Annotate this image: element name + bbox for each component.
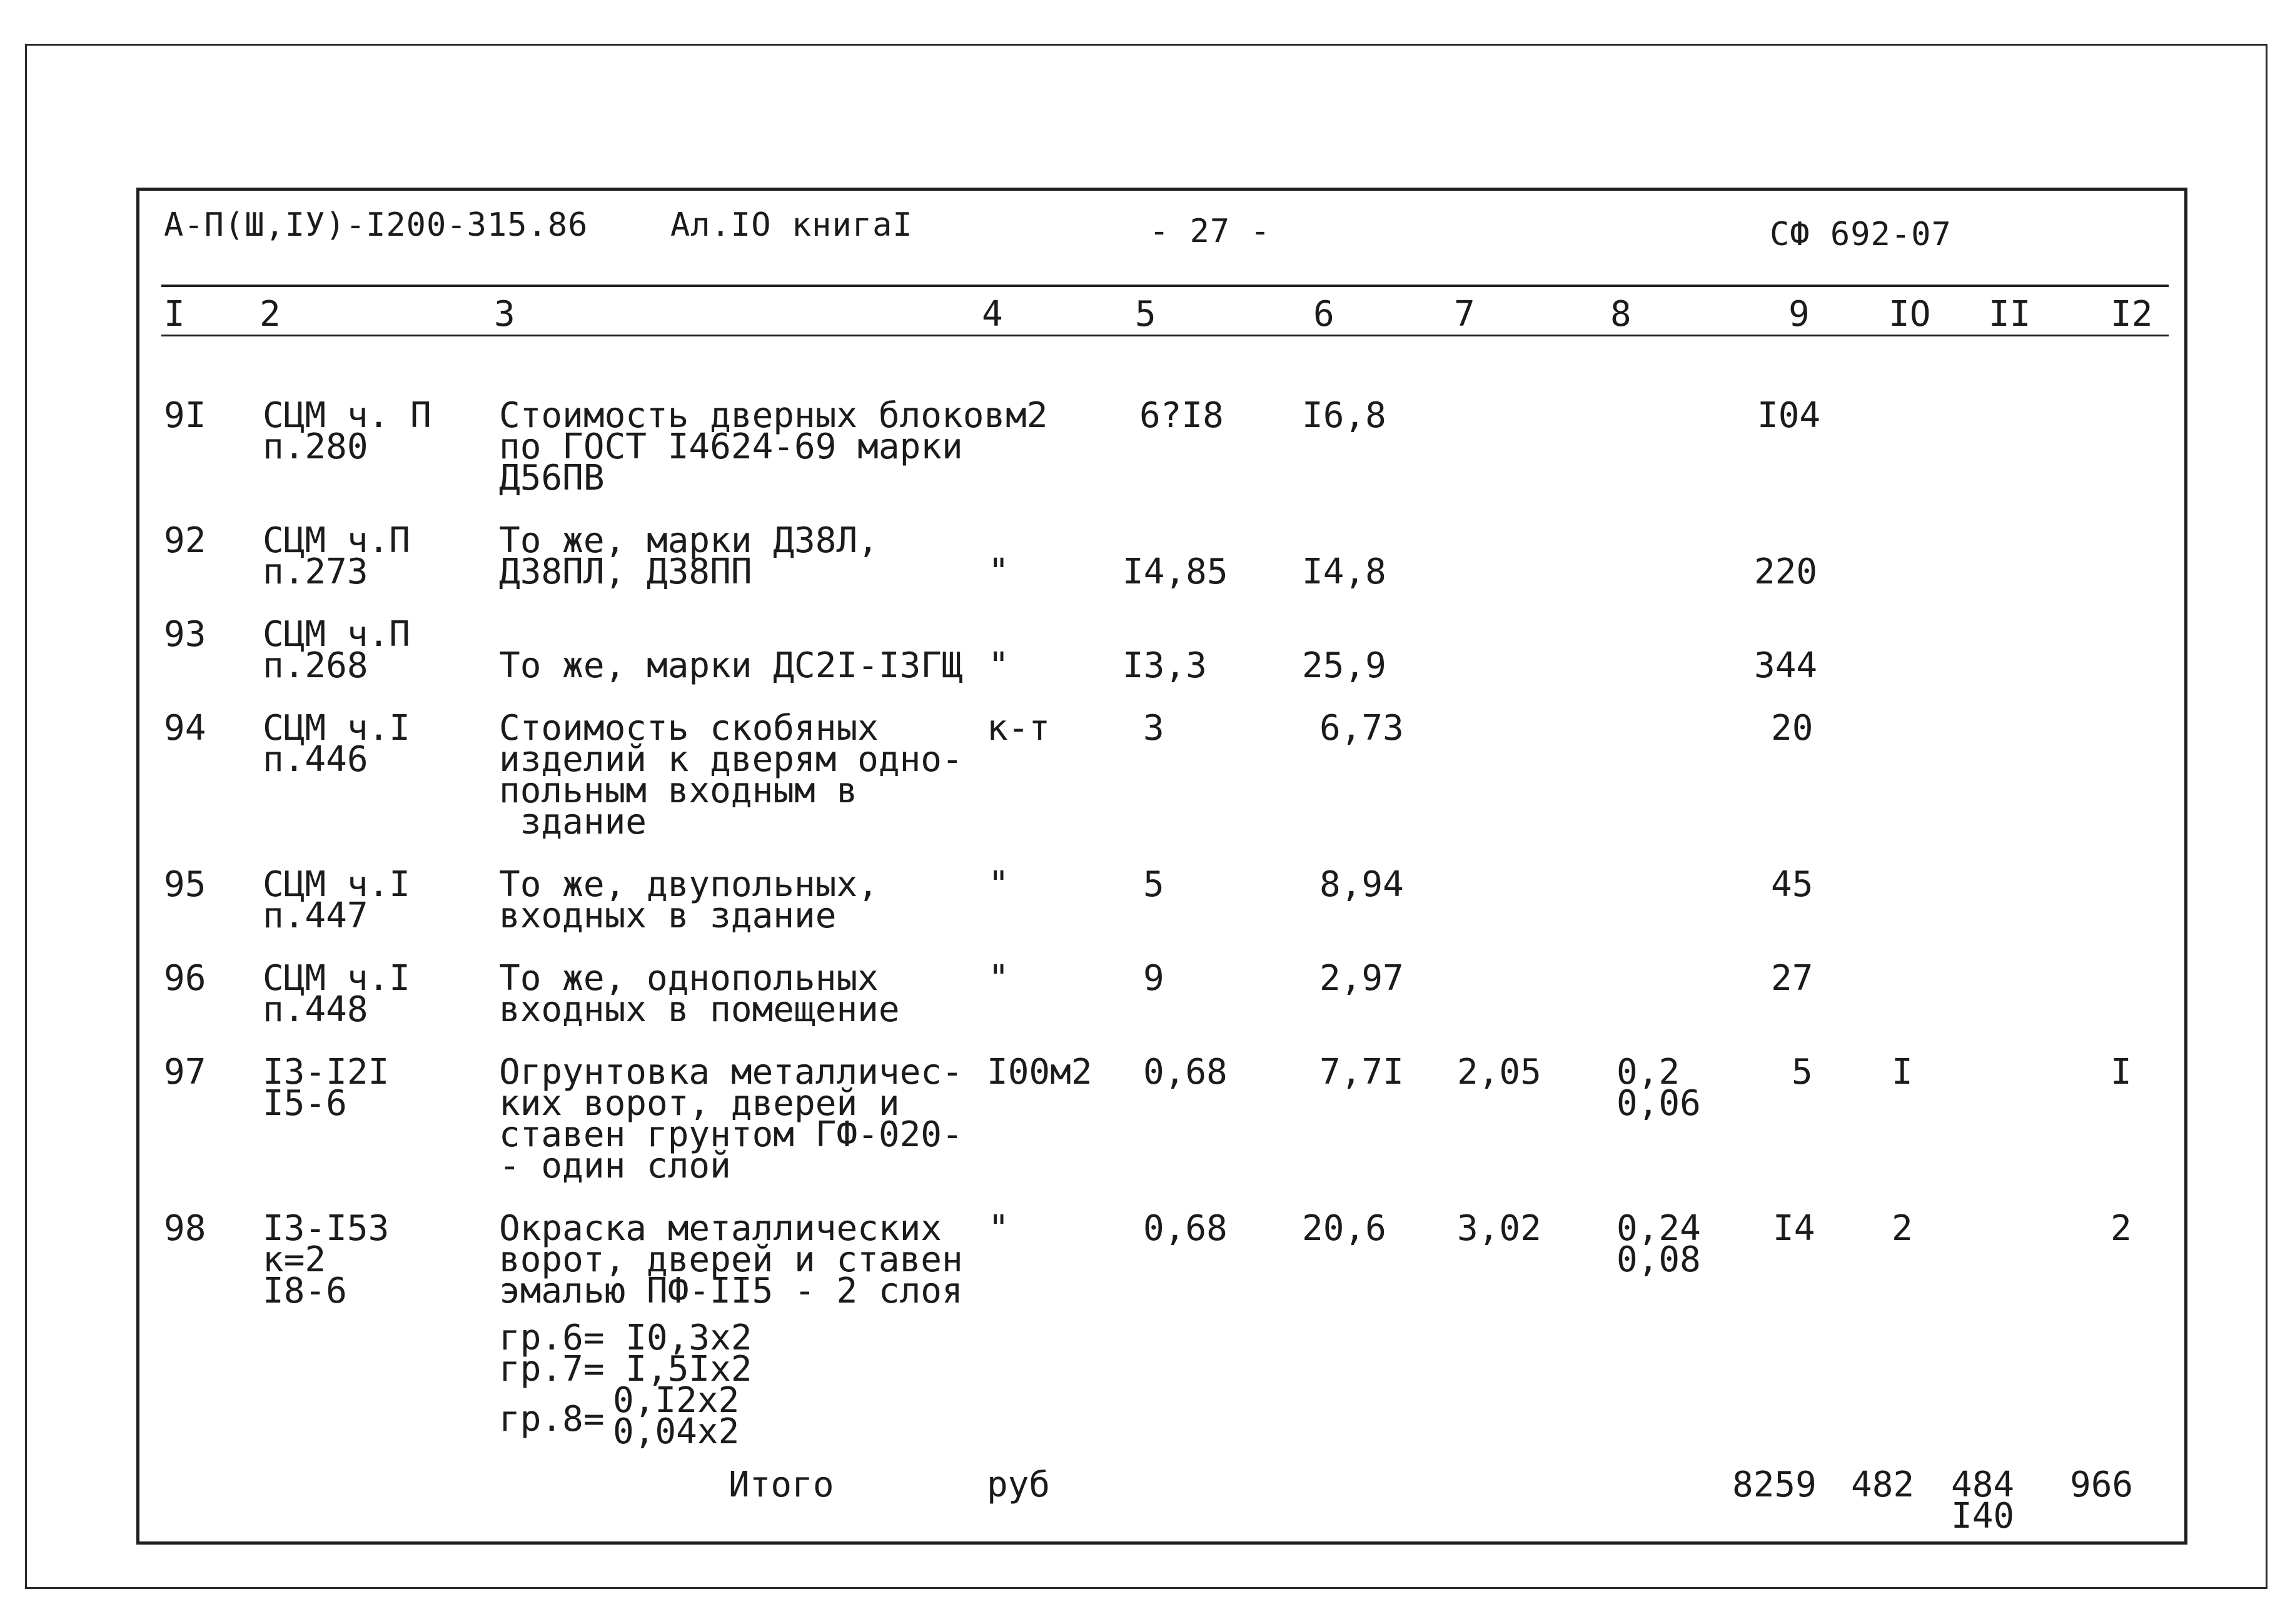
col-head-11: II xyxy=(1989,294,2031,335)
row-total: 20 xyxy=(1771,708,1813,749)
row-col7: 3,02 xyxy=(1457,1208,1541,1249)
formula-g8-top: 0,I2x2 xyxy=(613,1380,740,1421)
row-code: СЦМ ч.П п.273 xyxy=(263,520,411,592)
header-rule xyxy=(161,285,2169,287)
row-total: 344 xyxy=(1754,645,1818,686)
formula-g7: гр.7= I,5Ix2 xyxy=(499,1349,752,1389)
total-col11-bottom: I40 xyxy=(1951,1496,2015,1536)
row-description: Стоимость скобяных изделий к дверям одно- польным входным в здание xyxy=(499,708,963,842)
row-qty: 6?I8 xyxy=(1139,395,1224,436)
row-qty: 5 xyxy=(1143,864,1164,905)
row-description: То же, однопольных входных в помещение xyxy=(499,958,900,1030)
col-head-12: I2 xyxy=(2111,294,2153,335)
row-col8: 0,24 0,08 xyxy=(1617,1208,1701,1280)
row-qty: 0,68 xyxy=(1143,1208,1228,1249)
row-code: СЦМ ч.I п.448 xyxy=(263,958,411,1030)
row-unit: к-т xyxy=(987,708,1051,749)
row-description: То же, марки Д38Л, Д38ПЛ, Д38ПП xyxy=(499,520,879,592)
row-unit: " xyxy=(988,645,1009,686)
row-col10: 2 xyxy=(1892,1208,1913,1249)
col-head-5: 5 xyxy=(1135,294,1156,335)
row-col8: 0,2 0,06 xyxy=(1617,1052,1701,1124)
row-number: 98 xyxy=(164,1208,206,1249)
row-code: СЦМ ч.I п.447 xyxy=(263,864,411,936)
row-col12: 2 xyxy=(2111,1208,2132,1249)
row-number: 97 xyxy=(164,1052,206,1092)
row-code: СЦМ ч. П п.280 xyxy=(263,395,431,467)
row-qty: I4,85 xyxy=(1122,552,1228,592)
formula-g8-label: гр.8= xyxy=(499,1399,605,1440)
row-unit: " xyxy=(988,552,1009,592)
row-description: То же, марки ДС2I-I3ГЩ xyxy=(499,645,963,686)
row-price: 8,94 xyxy=(1319,864,1404,905)
row-code: I3-I2I I5-6 xyxy=(263,1052,390,1124)
row-price: 20,6 xyxy=(1302,1208,1386,1249)
sheet-code: СФ 692-07 xyxy=(1770,216,1952,253)
row-qty: 9 xyxy=(1143,958,1164,999)
total-col10: 482 xyxy=(1851,1465,1915,1505)
row-number: 92 xyxy=(164,520,206,561)
row-description: Огрунтовка металличес- ких ворот, дверей и ставен грунтом ГФ-020- - один слой xyxy=(499,1052,963,1186)
row-code: СЦМ ч.I п.446 xyxy=(263,708,411,780)
row-unit: " xyxy=(988,958,1009,999)
row-number: 93 xyxy=(164,614,206,655)
row-number: 95 xyxy=(164,864,206,905)
doc-code: А-П(Ш,IУ)-I200-315.86 xyxy=(164,206,588,244)
row-price: 7,7I xyxy=(1319,1052,1404,1092)
total-label: Итого xyxy=(729,1465,834,1505)
formula-g6: гр.6= I0,3x2 xyxy=(499,1318,752,1358)
row-description: Окраска металлических ворот, дверей и ставен эмалью ПФ-II5 - 2 слоя xyxy=(499,1208,963,1311)
col-head-9: 9 xyxy=(1788,294,1810,335)
page-number: - 27 - xyxy=(1149,213,1271,250)
row-total: I4 xyxy=(1773,1208,1815,1249)
total-col12: 966 xyxy=(2070,1465,2134,1505)
col-head-10: IO xyxy=(1889,294,1931,335)
row-unit: " xyxy=(988,864,1009,905)
row-total: I04 xyxy=(1757,395,1821,436)
row-unit: м2 xyxy=(1006,395,1048,436)
row-col10: I xyxy=(1892,1052,1913,1092)
row-qty: 3 xyxy=(1143,708,1164,749)
row-qty: 0,68 xyxy=(1143,1052,1228,1092)
col-head-8: 8 xyxy=(1610,294,1632,335)
row-code: I3-I53 к=2 I8-6 xyxy=(263,1208,390,1311)
col-head-4: 4 xyxy=(982,294,1003,335)
row-total: 220 xyxy=(1754,552,1818,592)
row-total: 45 xyxy=(1771,864,1813,905)
row-price: I4,8 xyxy=(1302,552,1386,592)
row-price: 25,9 xyxy=(1302,645,1386,686)
total-col9: 8259 xyxy=(1732,1465,1817,1505)
row-col7: 2,05 xyxy=(1457,1052,1541,1092)
col-head-6: 6 xyxy=(1313,294,1334,335)
row-total: 27 xyxy=(1771,958,1813,999)
row-price: 2,97 xyxy=(1319,958,1404,999)
column-head-rule xyxy=(161,335,2169,336)
total-unit: руб xyxy=(987,1465,1051,1505)
col-head-3: 3 xyxy=(494,294,515,335)
album-label: Ал.IO книгаI xyxy=(670,206,913,244)
row-number: 96 xyxy=(164,958,206,999)
formula-g8-bottom: 0,04x2 xyxy=(613,1411,740,1452)
row-number: 9I xyxy=(164,395,206,436)
row-number: 94 xyxy=(164,708,206,749)
row-price: I6,8 xyxy=(1302,395,1386,436)
row-unit: " xyxy=(988,1208,1009,1249)
total-col11-top: 484 xyxy=(1951,1465,2015,1505)
row-qty: I3,3 xyxy=(1122,645,1207,686)
col-head-1: I xyxy=(164,294,185,335)
row-description: Стоимость дверных блоков по ГОСТ I4624-69 марки Д56ПВ xyxy=(499,395,1006,498)
col-head-2: 2 xyxy=(260,294,281,335)
row-description: То же, двупольных, входных в здание xyxy=(499,864,879,936)
row-col12: I xyxy=(2111,1052,2132,1092)
row-unit: I00м2 xyxy=(987,1052,1092,1092)
row-code: СЦМ ч.П п.268 xyxy=(263,614,411,686)
row-total: 5 xyxy=(1792,1052,1813,1092)
col-head-7: 7 xyxy=(1454,294,1475,335)
row-price: 6,73 xyxy=(1319,708,1404,749)
